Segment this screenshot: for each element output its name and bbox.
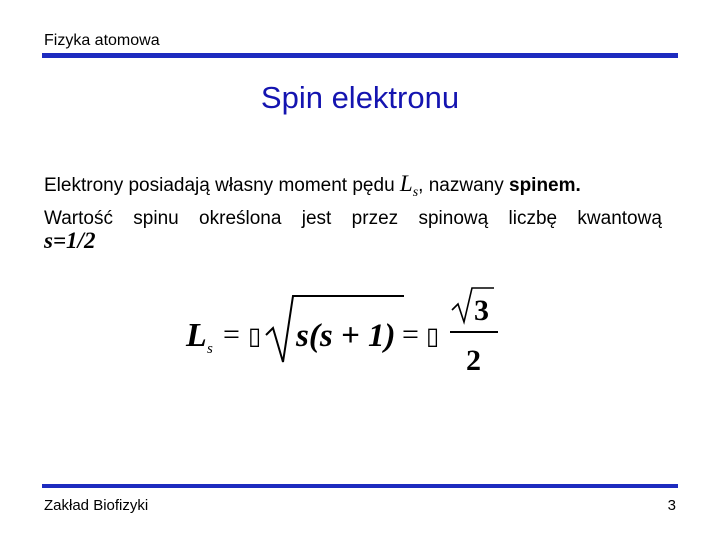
footer-rule <box>42 484 678 488</box>
symbol-L: L <box>399 171 413 196</box>
word: określona <box>199 207 282 229</box>
paragraph-line-2 <box>44 206 662 232</box>
eq-denominator: 2 <box>466 344 481 377</box>
text-named: , nazwany <box>418 175 509 196</box>
slide-title: Spin elektronu <box>260 80 460 115</box>
text-spin-bold: spinem. <box>509 175 581 196</box>
page-number: 3 <box>667 497 676 514</box>
eq-equals-1: = <box>223 318 240 351</box>
eq-equals-2: = <box>402 318 419 351</box>
word: kwantową <box>577 207 662 229</box>
word: spinu <box>133 207 179 229</box>
word: przez <box>351 207 399 229</box>
paragraph-line-1 <box>44 171 662 206</box>
symbol-subscript: s <box>412 184 419 200</box>
text-intro: Elektrony posiadają własny moment pędu <box>44 175 400 196</box>
spin-equation <box>180 280 510 380</box>
eq-radicand: s(s + 1) <box>296 318 396 354</box>
word: Wartość <box>44 207 113 229</box>
word: liczbę <box>508 207 558 229</box>
eq-glyph-1: ▯ <box>248 322 262 350</box>
header-topic: Fizyka atomowa <box>44 32 160 49</box>
paragraph <box>44 171 662 232</box>
spin-value: s=1/2 <box>44 228 96 253</box>
footer-department: Zakład Biofizyki <box>44 497 149 514</box>
word: jest <box>301 207 332 229</box>
word: spinową <box>418 207 489 229</box>
eq-glyph-2: ▯ <box>426 322 440 350</box>
eq-lhs-sub: s <box>207 341 213 357</box>
eq-lhs: L <box>186 317 207 354</box>
header-rule <box>42 53 678 58</box>
eq-numerator: 3 <box>474 294 489 327</box>
